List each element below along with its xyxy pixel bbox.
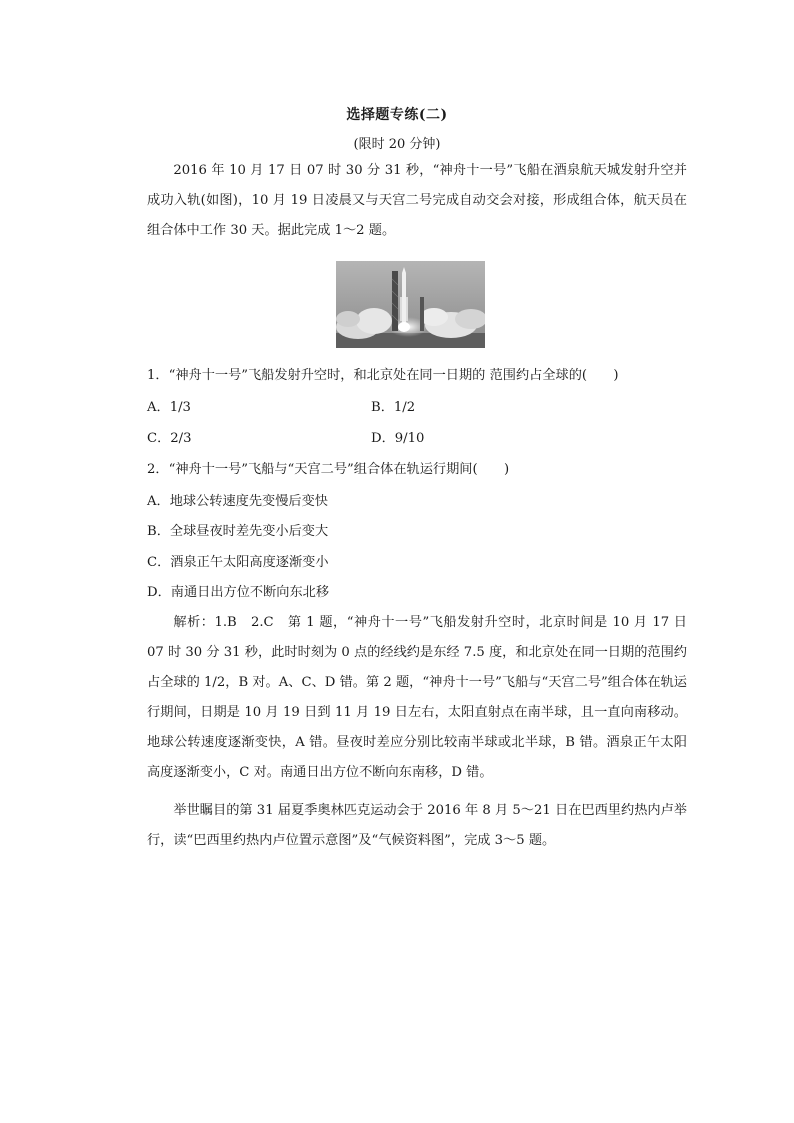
question-1-option-b: B．1/2 xyxy=(371,400,416,415)
question-2-option-a: A．地球公转速度先变慢后变快 xyxy=(147,494,328,509)
question-2-option-d: D．南通日出方位不断向东北移 xyxy=(147,585,330,600)
question-1-option-a: A．1/3 xyxy=(147,400,191,415)
question-1-stem: 1．“神舟十一号”飞船发射升空时，和北京处在同一日期的 范围约占全球的( ) xyxy=(147,368,619,383)
analysis-paragraph: 解析：1.B 2.C 第 1 题，“神舟十一号”飞船发射升空时，北京时间是 10 月 17 日 07 时 30 分 31 秒，此时时刻为 0 点的经线约是东经 7.5 度，和北京处在同一日期的范围约占全球的 1/2，B 对。A、C、D 错。第 2 题，“神舟十一号”飞船与“天宫二号”组合体在轨运行期间，日期是 10 月 19 日到 11 月 19 日左右，太阳直射点在南半球，且一直向南移动。地球公转速度逐渐变快，A 错。昼夜时差应分别比较南半球或北半球，B 错。酒泉正午太阳高度逐渐变小，C 对。南通日出方位不断向东南移，D 错。 xyxy=(147,615,687,780)
question-1-option-c: C．2/3 xyxy=(147,431,192,446)
rocket-launch-photo xyxy=(336,261,485,348)
time-limit: (限时 20 分钟) xyxy=(353,137,441,152)
question-1-option-d: D．9/10 xyxy=(371,431,425,446)
question-2-stem: 2．“神舟十一号”飞船与“天宫二号”组合体在轨运行期间( ) xyxy=(147,462,510,477)
page-title: 选择题专练(二) xyxy=(346,107,448,123)
question-2-option-c: C．酒泉正午太阳高度逐渐变小 xyxy=(147,555,329,570)
intro-paragraph: 2016 年 10 月 17 日 07 时 30 分 31 秒，“神舟十一号”飞船在酒泉航天城发射升空并成功入轨(如图)，10 月 19 日凌晨又与天宫二号完成自动交会对接，形成组合体，航天员在组合体中工作 30 天。据此完成 1～2 题。 xyxy=(147,163,687,238)
question-2-option-b: B．全球昼夜时差先变小后变大 xyxy=(147,524,329,539)
rocket-launch-illustration xyxy=(336,261,485,348)
next-section-intro: 举世瞩目的第 31 届夏季奥林匹克运动会于 2016 年 8 月 5～21 日在巴西里约热内卢举行，读“巴西里约热内卢位置示意图”及“气候资料图”，完成 3～5 题。 xyxy=(147,803,687,848)
